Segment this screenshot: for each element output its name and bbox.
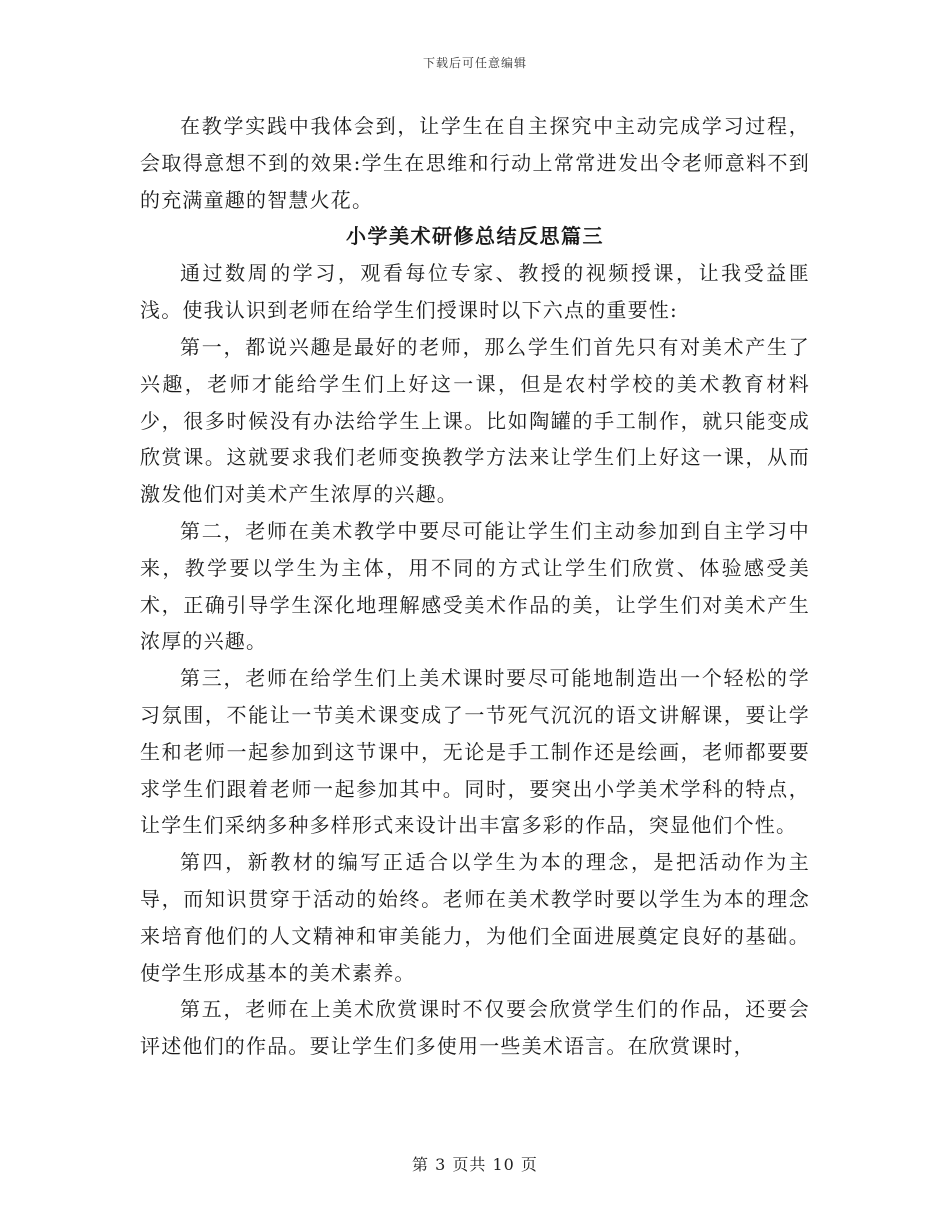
- paragraph-point-3: 第三，老师在给学生们上美术课时要尽可能地制造出一个轻松的学习氛围，不能让一节美术课变成了一节死气沉沉的语文讲解课，要让学生和老师一起参加到这节课中，无论是手工制作还是绘画，老师都要要求学生们跟着老师一起参加其中。同时，要突出小学美术学科的特点，让学生们采纳多种多样形式来设计出丰富多彩的作品，突显他们个性。: [140, 666, 810, 838]
- paragraph-point-4: 第四，新教材的编写正适合以学生为本的理念，是把活动作为主导，而知识贯穿于活动的始终。老师在美术教学时要以学生为本的理念来培育他们的人文精神和审美能力，为他们全面进展奠定良好的基础。使学生形成基本的美术素养。: [140, 850, 810, 985]
- document-body: [140, 108, 810, 1065]
- page-header: 下载后可任意编辑: [422, 56, 527, 70]
- page-footer: 第 3 页共 10 页: [412, 1155, 538, 1174]
- section-title: 小学美术研修总结反思篇三: [346, 224, 604, 249]
- paragraph-overview: 通过数周的学习，观看每位专家、教授的视频授课，让我受益匪浅。使我认识到老师在给学生们授课时以下六点的重要性:: [140, 261, 810, 323]
- paragraph-intro: 在教学实践中我体会到，让学生在自主探究中主动完成学习过程，会取得意想不到的效果:学生在思维和行动上常常进发出令老师意料不到的充满童趣的智慧火花。: [140, 114, 810, 212]
- paragraph-point-1: 第一，都说兴趣是最好的老师，那么学生们首先只有对美术产生了兴趣，老师才能给学生们上好这一课，但是农村学校的美术教育材料少，很多时候没有办法给学生上课。比如陶罐的手工制作，就只能变成欣赏课。这就要求我们老师变换教学方法来让学生们上好这一课，从而激发他们对美术产生浓厚的兴趣。: [140, 334, 810, 507]
- paragraph-point-2: 第二，老师在美术教学中要尽可能让学生们主动参加到自主学习中来，教学要以学生为主体，用不同的方式让学生们欣赏、体验感受美术，正确引导学生深化地理解感受美术作品的美，让学生们对美术产生浓厚的兴趣。: [140, 518, 810, 654]
- paragraph-point-5: 第五，老师在上美术欣赏课时不仅要会欣赏学生们的作品，还要会评述他们的作品。要让学生们多使用一些美术语言。在欣赏课时，: [140, 997, 810, 1059]
